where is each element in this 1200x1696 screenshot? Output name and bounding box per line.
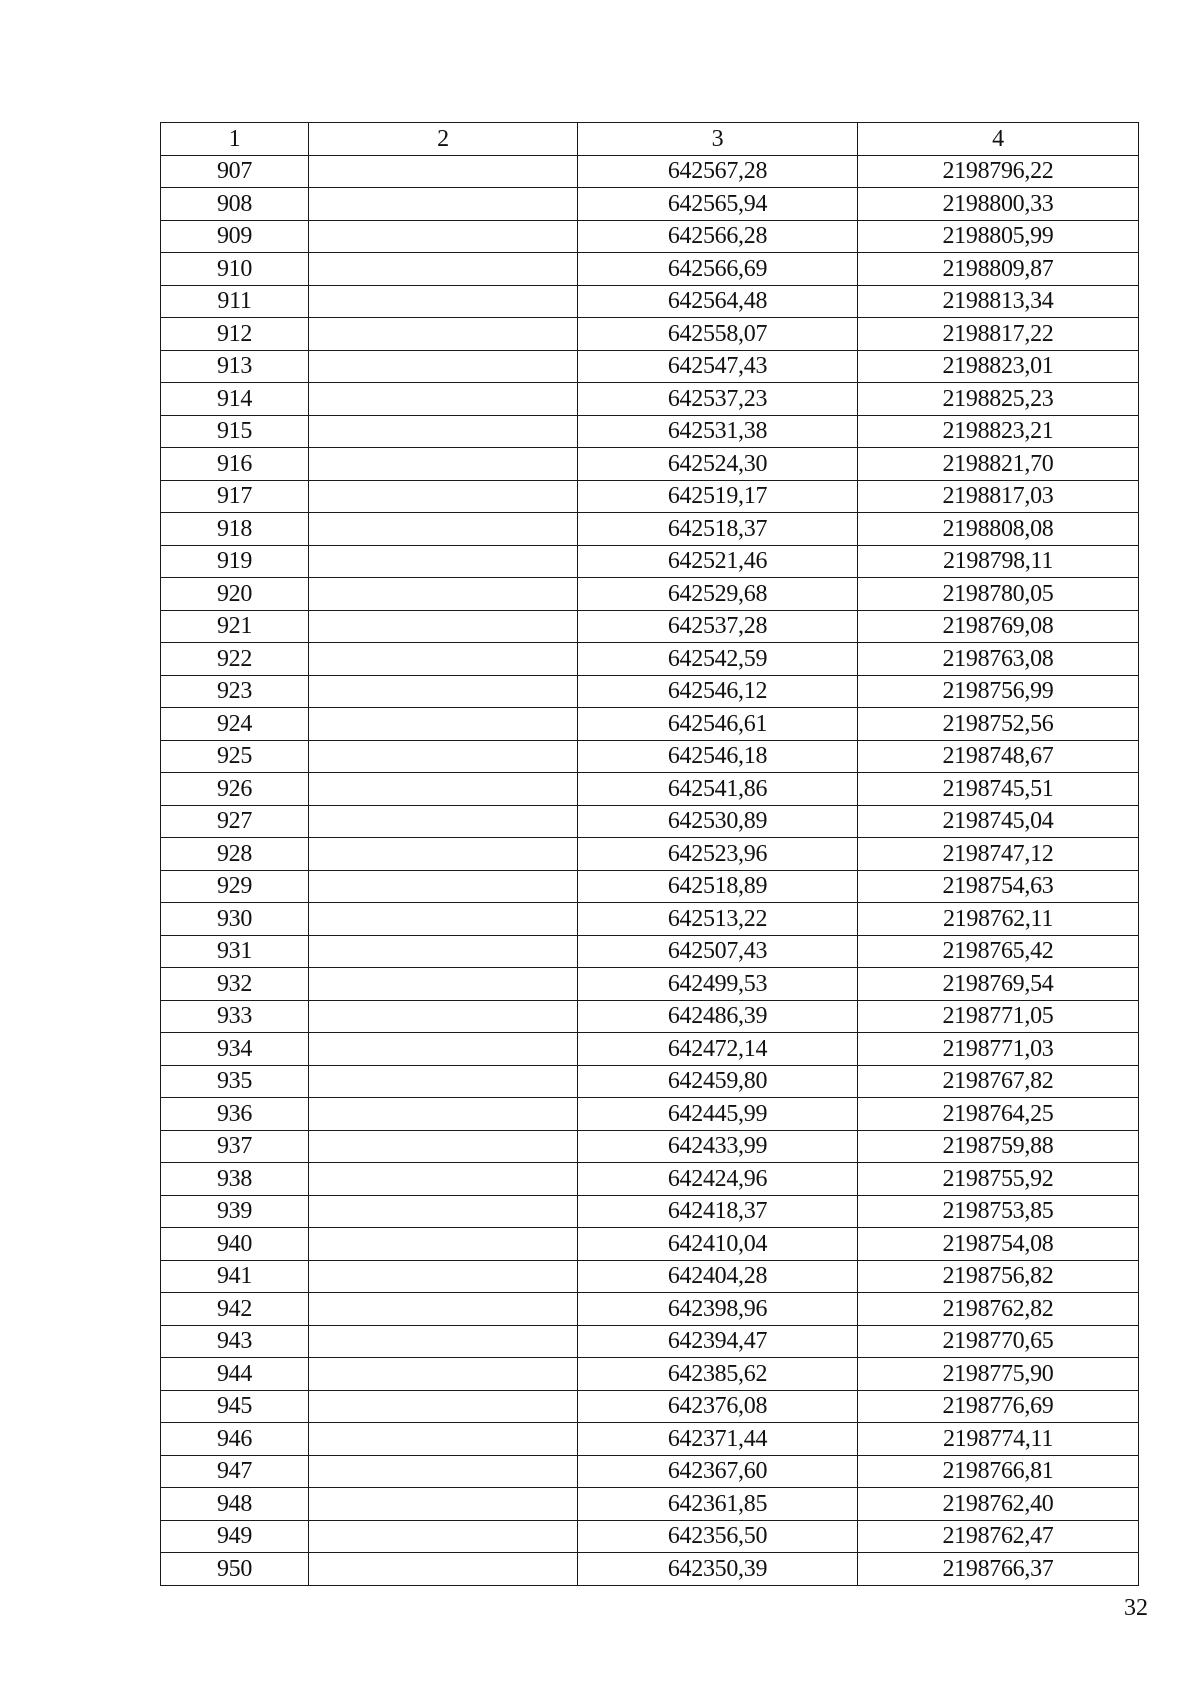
point-number-cell: 929 <box>161 870 309 903</box>
column-header-2: 2 <box>309 123 578 156</box>
x-coordinate-cell: 642518,37 <box>578 513 858 546</box>
point-number-cell: 947 <box>161 1455 309 1488</box>
y-coordinate-cell: 2198766,37 <box>858 1553 1139 1586</box>
x-coordinate-cell: 642531,38 <box>578 415 858 448</box>
table-row <box>161 773 1139 806</box>
point-number-cell: 933 <box>161 1000 309 1033</box>
column-2-cell <box>309 545 578 578</box>
y-coordinate-cell: 2198745,04 <box>858 805 1139 838</box>
y-coordinate-cell: 2198798,11 <box>858 545 1139 578</box>
column-2-cell <box>309 1130 578 1163</box>
y-coordinate-cell: 2198765,42 <box>858 935 1139 968</box>
column-2-cell <box>309 155 578 188</box>
column-2-cell <box>309 740 578 773</box>
column-2-cell <box>309 220 578 253</box>
y-coordinate-cell: 2198769,54 <box>858 968 1139 1001</box>
point-number-cell: 927 <box>161 805 309 838</box>
x-coordinate-cell: 642518,89 <box>578 870 858 903</box>
column-2-cell <box>309 1065 578 1098</box>
y-coordinate-cell: 2198808,08 <box>858 513 1139 546</box>
x-coordinate-cell: 642398,96 <box>578 1293 858 1326</box>
column-2-cell <box>309 1163 578 1196</box>
column-2-cell <box>309 1195 578 1228</box>
column-2-cell <box>309 1033 578 1066</box>
point-number-cell: 918 <box>161 513 309 546</box>
column-2-cell <box>309 643 578 676</box>
x-coordinate-cell: 642361,85 <box>578 1488 858 1521</box>
table-row <box>161 740 1139 773</box>
x-coordinate-cell: 642567,28 <box>578 155 858 188</box>
x-coordinate-cell: 642542,59 <box>578 643 858 676</box>
point-number-cell: 939 <box>161 1195 309 1228</box>
table-row <box>161 903 1139 936</box>
point-number-cell: 919 <box>161 545 309 578</box>
column-2-cell <box>309 870 578 903</box>
y-coordinate-cell: 2198769,08 <box>858 610 1139 643</box>
column-2-cell <box>309 188 578 221</box>
table-row <box>161 383 1139 416</box>
y-coordinate-cell: 2198825,23 <box>858 383 1139 416</box>
y-coordinate-cell: 2198762,40 <box>858 1488 1139 1521</box>
point-number-cell: 917 <box>161 480 309 513</box>
column-2-cell <box>309 1325 578 1358</box>
table-row <box>161 805 1139 838</box>
x-coordinate-cell: 642376,08 <box>578 1390 858 1423</box>
x-coordinate-cell: 642530,89 <box>578 805 858 838</box>
table-row <box>161 1000 1139 1033</box>
x-coordinate-cell: 642558,07 <box>578 318 858 351</box>
table-row <box>161 578 1139 611</box>
x-coordinate-cell: 642547,43 <box>578 350 858 383</box>
y-coordinate-cell: 2198809,87 <box>858 253 1139 286</box>
y-coordinate-cell: 2198771,05 <box>858 1000 1139 1033</box>
point-number-cell: 928 <box>161 838 309 871</box>
y-coordinate-cell: 2198754,63 <box>858 870 1139 903</box>
column-2-cell <box>309 610 578 643</box>
column-2-cell <box>309 1553 578 1586</box>
column-2-cell <box>309 350 578 383</box>
table-row <box>161 870 1139 903</box>
y-coordinate-cell: 2198775,90 <box>858 1358 1139 1391</box>
x-coordinate-cell: 642564,48 <box>578 285 858 318</box>
point-number-cell: 944 <box>161 1358 309 1391</box>
y-coordinate-cell: 2198796,22 <box>858 155 1139 188</box>
point-number-cell: 936 <box>161 1098 309 1131</box>
point-number-cell: 938 <box>161 1163 309 1196</box>
y-coordinate-cell: 2198755,92 <box>858 1163 1139 1196</box>
y-coordinate-cell: 2198821,70 <box>858 448 1139 481</box>
table-row <box>161 1488 1139 1521</box>
x-coordinate-cell: 642486,39 <box>578 1000 858 1033</box>
table-row <box>161 610 1139 643</box>
table-row <box>161 1553 1139 1586</box>
y-coordinate-cell: 2198771,03 <box>858 1033 1139 1066</box>
y-coordinate-cell: 2198745,51 <box>858 773 1139 806</box>
y-coordinate-cell: 2198763,08 <box>858 643 1139 676</box>
column-2-cell <box>309 675 578 708</box>
table-row <box>161 643 1139 676</box>
table-body <box>161 155 1139 1585</box>
y-coordinate-cell: 2198774,11 <box>858 1423 1139 1456</box>
x-coordinate-cell: 642367,60 <box>578 1455 858 1488</box>
column-2-cell <box>309 805 578 838</box>
x-coordinate-cell: 642385,62 <box>578 1358 858 1391</box>
x-coordinate-cell: 642445,99 <box>578 1098 858 1131</box>
table-row <box>161 155 1139 188</box>
column-2-cell <box>309 1455 578 1488</box>
point-number-cell: 912 <box>161 318 309 351</box>
table-row <box>161 188 1139 221</box>
table-row <box>161 513 1139 546</box>
table-row <box>161 935 1139 968</box>
x-coordinate-cell: 642350,39 <box>578 1553 858 1586</box>
y-coordinate-cell: 2198770,65 <box>858 1325 1139 1358</box>
x-coordinate-cell: 642566,28 <box>578 220 858 253</box>
column-2-cell <box>309 1423 578 1456</box>
y-coordinate-cell: 2198752,56 <box>858 708 1139 741</box>
y-coordinate-cell: 2198756,82 <box>858 1260 1139 1293</box>
table-row <box>161 253 1139 286</box>
y-coordinate-cell: 2198762,11 <box>858 903 1139 936</box>
x-coordinate-cell: 642418,37 <box>578 1195 858 1228</box>
x-coordinate-cell: 642546,18 <box>578 740 858 773</box>
y-coordinate-cell: 2198817,22 <box>858 318 1139 351</box>
y-coordinate-cell: 2198759,88 <box>858 1130 1139 1163</box>
x-coordinate-cell: 642424,96 <box>578 1163 858 1196</box>
column-2-cell <box>309 1260 578 1293</box>
y-coordinate-cell: 2198762,47 <box>858 1520 1139 1553</box>
y-coordinate-cell: 2198766,81 <box>858 1455 1139 1488</box>
x-coordinate-cell: 642521,46 <box>578 545 858 578</box>
y-coordinate-cell: 2198754,08 <box>858 1228 1139 1261</box>
point-number-cell: 913 <box>161 350 309 383</box>
point-number-cell: 916 <box>161 448 309 481</box>
point-number-cell: 924 <box>161 708 309 741</box>
point-number-cell: 935 <box>161 1065 309 1098</box>
column-2-cell <box>309 708 578 741</box>
column-header-4: 4 <box>858 123 1139 156</box>
table-row <box>161 1130 1139 1163</box>
column-2-cell <box>309 253 578 286</box>
table-row <box>161 1260 1139 1293</box>
y-coordinate-cell: 2198747,12 <box>858 838 1139 871</box>
table-header-row <box>161 123 1139 156</box>
column-2-cell <box>309 318 578 351</box>
table-row <box>161 1195 1139 1228</box>
x-coordinate-cell: 642507,43 <box>578 935 858 968</box>
column-2-cell <box>309 1000 578 1033</box>
table-row <box>161 448 1139 481</box>
point-number-cell: 943 <box>161 1325 309 1358</box>
coordinates-table <box>160 122 1139 1586</box>
column-2-cell <box>309 383 578 416</box>
point-number-cell: 950 <box>161 1553 309 1586</box>
table-row <box>161 1228 1139 1261</box>
x-coordinate-cell: 642404,28 <box>578 1260 858 1293</box>
point-number-cell: 940 <box>161 1228 309 1261</box>
column-2-cell <box>309 1098 578 1131</box>
table-row <box>161 1358 1139 1391</box>
table-row <box>161 708 1139 741</box>
column-2-cell <box>309 1390 578 1423</box>
point-number-cell: 908 <box>161 188 309 221</box>
y-coordinate-cell: 2198823,01 <box>858 350 1139 383</box>
x-coordinate-cell: 642523,96 <box>578 838 858 871</box>
table-row <box>161 350 1139 383</box>
table-row <box>161 1098 1139 1131</box>
point-number-cell: 949 <box>161 1520 309 1553</box>
table-row <box>161 675 1139 708</box>
table-row <box>161 1163 1139 1196</box>
y-coordinate-cell: 2198800,33 <box>858 188 1139 221</box>
x-coordinate-cell: 642499,53 <box>578 968 858 1001</box>
table-row <box>161 285 1139 318</box>
column-2-cell <box>309 773 578 806</box>
point-number-cell: 941 <box>161 1260 309 1293</box>
x-coordinate-cell: 642371,44 <box>578 1423 858 1456</box>
y-coordinate-cell: 2198762,82 <box>858 1293 1139 1326</box>
x-coordinate-cell: 642410,04 <box>578 1228 858 1261</box>
point-number-cell: 915 <box>161 415 309 448</box>
x-coordinate-cell: 642459,80 <box>578 1065 858 1098</box>
column-2-cell <box>309 903 578 936</box>
column-2-cell <box>309 968 578 1001</box>
point-number-cell: 923 <box>161 675 309 708</box>
y-coordinate-cell: 2198805,99 <box>858 220 1139 253</box>
y-coordinate-cell: 2198753,85 <box>858 1195 1139 1228</box>
point-number-cell: 921 <box>161 610 309 643</box>
y-coordinate-cell: 2198756,99 <box>858 675 1139 708</box>
point-number-cell: 914 <box>161 383 309 416</box>
x-coordinate-cell: 642472,14 <box>578 1033 858 1066</box>
table-row <box>161 480 1139 513</box>
y-coordinate-cell: 2198764,25 <box>858 1098 1139 1131</box>
x-coordinate-cell: 642524,30 <box>578 448 858 481</box>
column-2-cell <box>309 1293 578 1326</box>
x-coordinate-cell: 642541,86 <box>578 773 858 806</box>
column-2-cell <box>309 1358 578 1391</box>
column-2-cell <box>309 838 578 871</box>
x-coordinate-cell: 642513,22 <box>578 903 858 936</box>
point-number-cell: 910 <box>161 253 309 286</box>
point-number-cell: 937 <box>161 1130 309 1163</box>
page-number: 32 <box>1124 1595 1148 1621</box>
x-coordinate-cell: 642356,50 <box>578 1520 858 1553</box>
x-coordinate-cell: 642537,28 <box>578 610 858 643</box>
column-2-cell <box>309 935 578 968</box>
column-2-cell <box>309 285 578 318</box>
point-number-cell: 930 <box>161 903 309 936</box>
table-row <box>161 545 1139 578</box>
table-row <box>161 1390 1139 1423</box>
y-coordinate-cell: 2198776,69 <box>858 1390 1139 1423</box>
column-2-cell <box>309 1488 578 1521</box>
y-coordinate-cell: 2198767,82 <box>858 1065 1139 1098</box>
column-2-cell <box>309 578 578 611</box>
point-number-cell: 907 <box>161 155 309 188</box>
point-number-cell: 920 <box>161 578 309 611</box>
point-number-cell: 926 <box>161 773 309 806</box>
column-2-cell <box>309 480 578 513</box>
table-row <box>161 1293 1139 1326</box>
x-coordinate-cell: 642537,23 <box>578 383 858 416</box>
column-2-cell <box>309 1228 578 1261</box>
table-row <box>161 1065 1139 1098</box>
table-row <box>161 220 1139 253</box>
table-row <box>161 1325 1139 1358</box>
point-number-cell: 931 <box>161 935 309 968</box>
column-2-cell <box>309 513 578 546</box>
table-row <box>161 1455 1139 1488</box>
point-number-cell: 942 <box>161 1293 309 1326</box>
column-header-1: 1 <box>161 123 309 156</box>
column-header-3: 3 <box>578 123 858 156</box>
x-coordinate-cell: 642546,61 <box>578 708 858 741</box>
column-2-cell <box>309 415 578 448</box>
x-coordinate-cell: 642529,68 <box>578 578 858 611</box>
table-row <box>161 1423 1139 1456</box>
x-coordinate-cell: 642566,69 <box>578 253 858 286</box>
x-coordinate-cell: 642433,99 <box>578 1130 858 1163</box>
x-coordinate-cell: 642546,12 <box>578 675 858 708</box>
table-row <box>161 968 1139 1001</box>
point-number-cell: 911 <box>161 285 309 318</box>
point-number-cell: 922 <box>161 643 309 676</box>
y-coordinate-cell: 2198817,03 <box>858 480 1139 513</box>
table-row <box>161 1520 1139 1553</box>
table-row <box>161 838 1139 871</box>
y-coordinate-cell: 2198823,21 <box>858 415 1139 448</box>
point-number-cell: 932 <box>161 968 309 1001</box>
table-row <box>161 415 1139 448</box>
y-coordinate-cell: 2198748,67 <box>858 740 1139 773</box>
point-number-cell: 934 <box>161 1033 309 1066</box>
table-row <box>161 1033 1139 1066</box>
point-number-cell: 946 <box>161 1423 309 1456</box>
y-coordinate-cell: 2198780,05 <box>858 578 1139 611</box>
y-coordinate-cell: 2198813,34 <box>858 285 1139 318</box>
table-row <box>161 318 1139 351</box>
point-number-cell: 909 <box>161 220 309 253</box>
column-2-cell <box>309 1520 578 1553</box>
x-coordinate-cell: 642394,47 <box>578 1325 858 1358</box>
x-coordinate-cell: 642519,17 <box>578 480 858 513</box>
point-number-cell: 948 <box>161 1488 309 1521</box>
point-number-cell: 945 <box>161 1390 309 1423</box>
point-number-cell: 925 <box>161 740 309 773</box>
column-2-cell <box>309 448 578 481</box>
x-coordinate-cell: 642565,94 <box>578 188 858 221</box>
